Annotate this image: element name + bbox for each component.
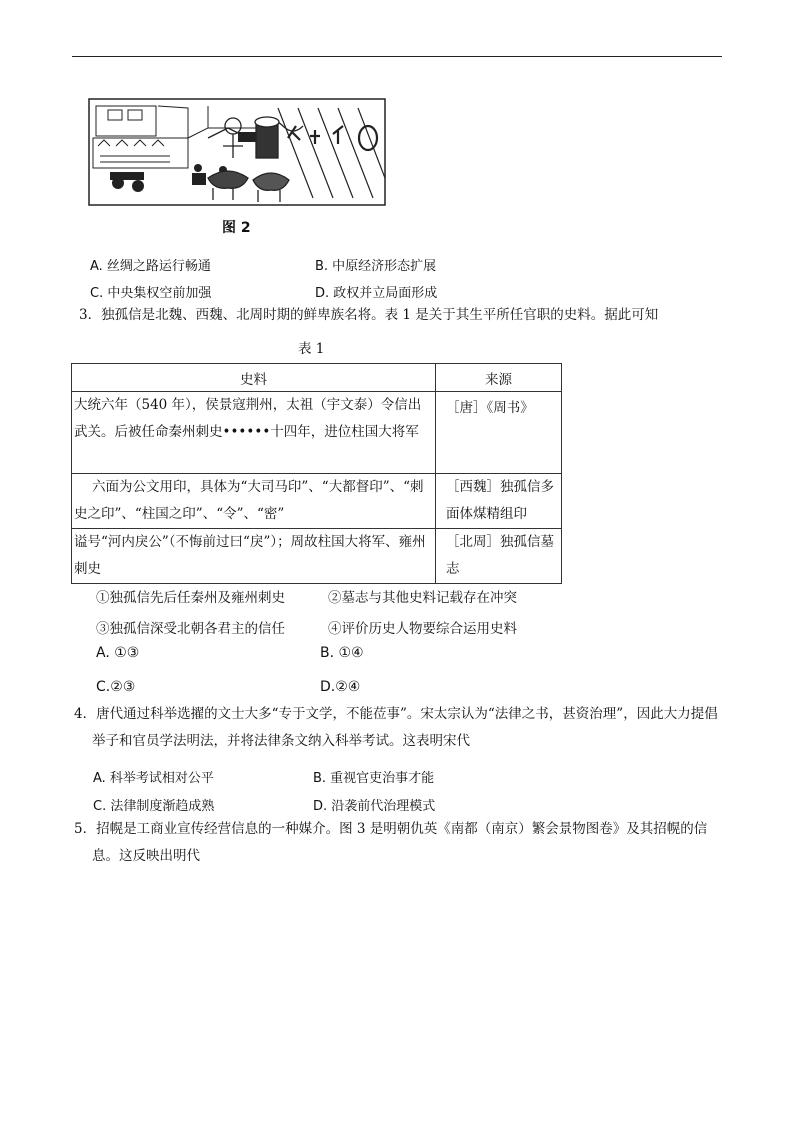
row-2-text: 六面为公文用印，具体为“大司马印”、“大都督印”、“刺史之印”、“柱国之印”、“令”、“密”	[74, 479, 424, 522]
q4-option-b: B. 重视官吏治事才能	[313, 771, 435, 786]
statement-3: ③独孤信深受北朝各君主的信任	[96, 621, 285, 637]
row-2-source: ［西魏］独孤信多面体煤精组印	[446, 479, 554, 522]
header-rule	[72, 56, 722, 57]
q3-option-d: D.②④	[320, 679, 361, 695]
question-5-stem	[74, 816, 724, 870]
row-1-text: 大统六年（540 年），侯景寇荆州，太祖（宇文泰）令信出武关。后被任命秦州刺史••••••十四年，进位柱国大将军	[74, 397, 422, 440]
statement-4: ④评价历史人物要综合运用史料	[328, 621, 517, 637]
figure-2-image	[88, 98, 386, 206]
table-row	[72, 529, 562, 584]
figure-2-caption: 图 2	[222, 220, 251, 236]
option-c: C. 中央集权空前加强	[90, 286, 212, 301]
table-row	[72, 392, 562, 474]
q3-option-a: A. ①③	[96, 645, 140, 661]
option-d: D. 政权并立局面形成	[315, 286, 438, 301]
row-1-source: ［唐］《周书》	[446, 400, 534, 416]
table-1	[71, 363, 562, 584]
question-4-stem	[74, 701, 724, 755]
q4-option-d: D. 沿袭前代治理模式	[313, 799, 436, 814]
q3-option-c: C.②③	[96, 679, 136, 695]
statement-2: ②墓志与其他史料记载存在冲突	[328, 590, 517, 606]
option-a: A. 丝绸之路运行畅通	[90, 259, 211, 274]
q4-option-a: A. 科举考试相对公平	[93, 771, 214, 786]
table-header-row	[72, 364, 562, 392]
header-sources: 史料	[72, 364, 436, 392]
option-b: B. 中原经济形态扩展	[315, 259, 437, 274]
q4-option-c: C. 法律制度渐趋成熟	[93, 799, 215, 814]
q3-option-b: B. ①④	[320, 645, 364, 661]
question-3-stem: 3．独孤信是北魏、西魏、北周时期的鲜卑族名将。表 1 是关于其生平所任官职的史料。据此可知	[79, 307, 659, 323]
header-origin: 来源	[436, 364, 562, 392]
question-4-text: 4．唐代通过科举选擢的文士大多“专于文学，不能莅事”。宋太宗认为“法律之书，甚资治理”，因此大力提倡举子和官员学法明法，并将法律条文纳入科举考试。这表明宋代	[74, 706, 718, 749]
table-1-title: 表 1	[298, 341, 325, 357]
table-row	[72, 474, 562, 529]
row-3-source: ［北周］独孤信墓志	[446, 534, 554, 577]
row-3-text: 谥号“河内戾公”（不悔前过曰“戾”）；周故柱国大将军、雍州刺史	[74, 534, 426, 577]
question-5-text: 5．招幌是工商业宣传经营信息的一种媒介。图 3 是明朝仇英《南都（南京）繁会景物图卷》及其招幌的信息。这反映出明代	[74, 821, 708, 864]
statement-1: ①独孤信先后任秦州及雍州刺史	[96, 590, 285, 606]
